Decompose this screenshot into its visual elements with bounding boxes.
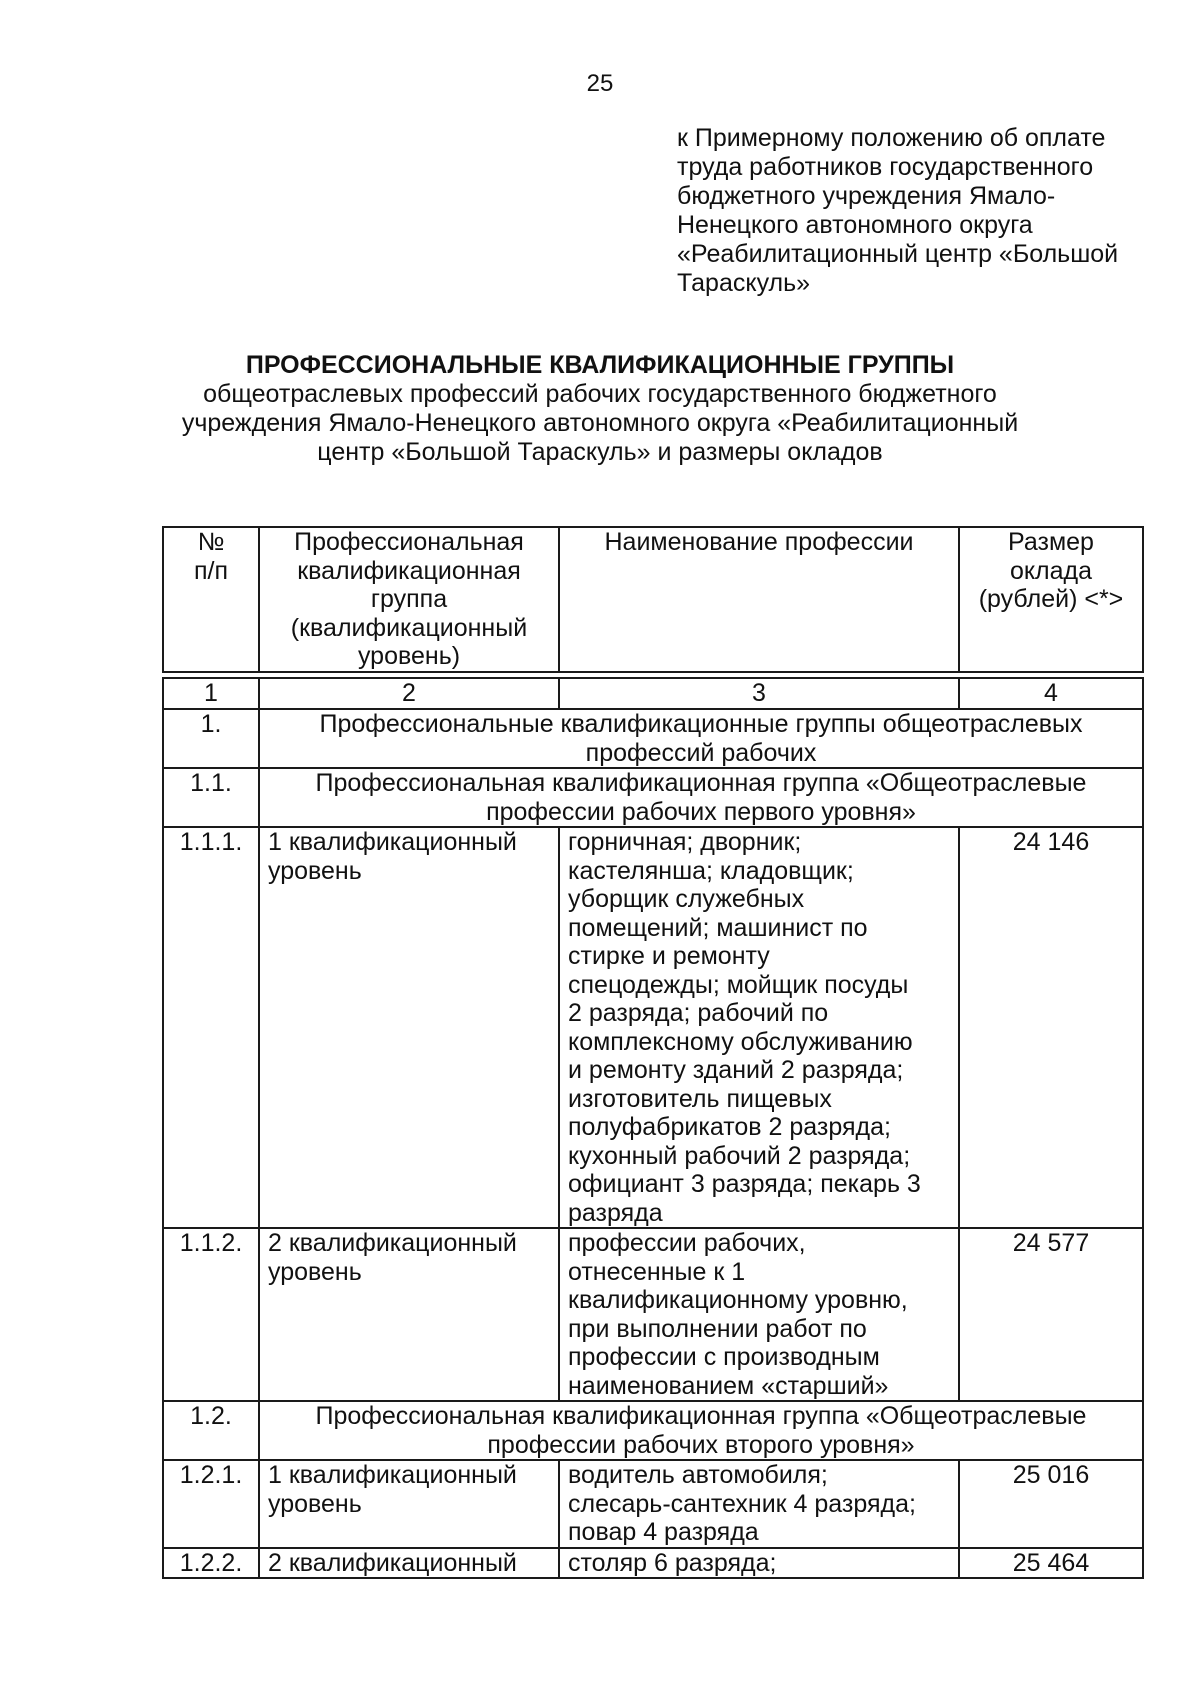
- subsection-line: Профессиональная квалификационная группа «Общеотраслевые: [315, 1402, 1087, 1430]
- subsection-line: профессии рабочих второго уровня»: [487, 1430, 915, 1459]
- header-line: п/п: [193, 556, 229, 585]
- header-line: оклада: [1009, 556, 1093, 585]
- header-line: квалификационная: [297, 556, 521, 585]
- level-line: 2 квалификационный: [268, 1229, 517, 1257]
- level-line: уровень: [268, 1257, 362, 1286]
- level-line: 1 квалификационный: [268, 828, 517, 856]
- appendix-line: бюджетного учреждения Ямало-: [677, 182, 1056, 210]
- header-line: группа: [370, 585, 448, 613]
- table-row: [163, 1460, 1143, 1548]
- subsection-row: [163, 768, 1143, 827]
- table-row: [163, 1228, 1143, 1401]
- profession-line: кухонный рабочий 2 разряда;: [568, 1141, 911, 1170]
- appendix-line: труда работников государственного: [677, 153, 1094, 181]
- subsection-line: профессии рабочих первого уровня»: [486, 797, 916, 826]
- subsection-line: Профессиональная квалификационная группа «Общеотраслевые: [315, 769, 1087, 797]
- salary-table: [162, 677, 1144, 1579]
- profession-line: при выполнении работ по: [568, 1314, 867, 1343]
- level-line: 1 квалификационный: [268, 1461, 517, 1489]
- appendix-line: к Примерному положению об оплате: [677, 124, 1106, 152]
- salary-amount: 24 577: [959, 1228, 1143, 1401]
- title-subline: центр «Большой Тараскуль» и размеры окладов: [317, 438, 883, 466]
- column-number: 2: [259, 678, 559, 709]
- header-salary-cell: [959, 527, 1143, 672]
- row-number: 1.1.1.: [163, 827, 259, 1228]
- document-title: [0, 350, 1200, 467]
- header-line: Профессиональная: [294, 528, 524, 556]
- level-line: 2 квалификационный: [268, 1548, 517, 1577]
- profession-list: [559, 1460, 959, 1548]
- qualification-level: [259, 1228, 559, 1401]
- profession-line: разряда: [568, 1198, 663, 1227]
- profession-line: помещений; машинист по: [568, 913, 868, 942]
- qualification-level: [259, 827, 559, 1228]
- profession-line: полуфабрикатов 2 разряда;: [568, 1113, 891, 1141]
- profession-line: кастелянша; кладовщик;: [568, 856, 854, 885]
- profession-line: комплексному обслуживанию: [568, 1027, 913, 1056]
- header-group-cell: [259, 527, 559, 672]
- level-line: уровень: [268, 856, 362, 885]
- profession-line: стирке и ремонту: [568, 942, 770, 970]
- table-row: [163, 1548, 1143, 1579]
- appendix-line: Ненецкого автономного округа: [677, 211, 1033, 239]
- profession-line: наименованием «старший»: [568, 1371, 889, 1400]
- profession-line: отнесенные к 1: [568, 1257, 746, 1286]
- section-title: [259, 709, 1143, 768]
- salary-amount: 25 464: [959, 1548, 1143, 1579]
- row-number: 1.: [163, 709, 259, 768]
- page-number: 25: [586, 70, 614, 97]
- profession-line: профессии рабочих,: [568, 1229, 806, 1257]
- profession-line: 2 разряда; рабочий по: [568, 999, 829, 1027]
- salary-amount: 25 016: [959, 1460, 1143, 1548]
- level-line: уровень: [268, 1489, 362, 1518]
- profession-line: и ремонту зданий 2 разряда;: [568, 1056, 904, 1084]
- profession-line: квалификационному уровню,: [568, 1286, 908, 1314]
- section-row: [163, 709, 1143, 768]
- column-number: 4: [959, 678, 1143, 709]
- header-line: (рублей) <*>: [978, 585, 1124, 613]
- profession-line: изготовитель пищевых: [568, 1084, 832, 1113]
- qualification-level: [259, 1548, 559, 1579]
- header-line: Наименование профессии: [604, 528, 914, 556]
- header-line: уровень): [357, 642, 461, 670]
- header-line: №: [197, 528, 225, 556]
- row-number: 1.1.2.: [163, 1228, 259, 1401]
- table-header: [162, 526, 1144, 673]
- section-line: профессий рабочих: [585, 738, 817, 767]
- table-row: [163, 827, 1143, 1228]
- appendix-line: Тараскуль»: [677, 269, 811, 297]
- header-line: Размер: [1008, 528, 1094, 556]
- profession-line: уборщик служебных: [568, 885, 805, 913]
- profession-line: водитель автомобиля;: [568, 1461, 828, 1489]
- appendix-note: [677, 124, 1157, 298]
- title-subline: учреждения Ямало-Ненецкого автономного округа «Реабилитационный: [181, 409, 1019, 437]
- profession-line: столяр 6 разряда;: [568, 1548, 777, 1577]
- section-line: Профессиональные квалификационные группы общеотраслевых: [319, 710, 1083, 738]
- header-line: (квалификационный: [290, 613, 528, 642]
- profession-list: [559, 1228, 959, 1401]
- profession-line: профессии с производным: [568, 1343, 880, 1371]
- column-number: 3: [559, 678, 959, 709]
- salary-amount: 24 146: [959, 827, 1143, 1228]
- header-profession-cell: [559, 527, 959, 672]
- profession-line: повар 4 разряда: [568, 1518, 759, 1546]
- profession-list: [559, 827, 959, 1228]
- qualification-level: [259, 1460, 559, 1548]
- subsection-title: [259, 768, 1143, 827]
- row-number: 1.2.: [163, 1401, 259, 1460]
- subsection-title: [259, 1401, 1143, 1460]
- profession-line: горничная; дворник;: [568, 828, 802, 856]
- profession-list: [559, 1548, 959, 1579]
- header-num-cell: [163, 527, 259, 672]
- profession-line: слесарь-сантехник 4 разряда;: [568, 1489, 916, 1518]
- subsection-row: [163, 1401, 1143, 1460]
- row-number: 1.2.1.: [163, 1460, 259, 1548]
- row-number: 1.1.: [163, 768, 259, 827]
- row-number: 1.2.2.: [163, 1548, 259, 1579]
- title-heading: ПРОФЕССИОНАЛЬНЫЕ КВАЛИФИКАЦИОННЫЕ ГРУППЫ: [245, 351, 955, 379]
- profession-line: спецодежды; мойщик посуды: [568, 970, 909, 999]
- column-number: 1: [163, 678, 259, 709]
- appendix-line: «Реабилитационный центр «Большой: [677, 240, 1119, 268]
- profession-line: официант 3 разряда; пекарь 3: [568, 1170, 921, 1198]
- column-number-row: [163, 678, 1143, 709]
- title-subline: общеотраслевых профессий рабочих государственного бюджетного: [203, 380, 997, 408]
